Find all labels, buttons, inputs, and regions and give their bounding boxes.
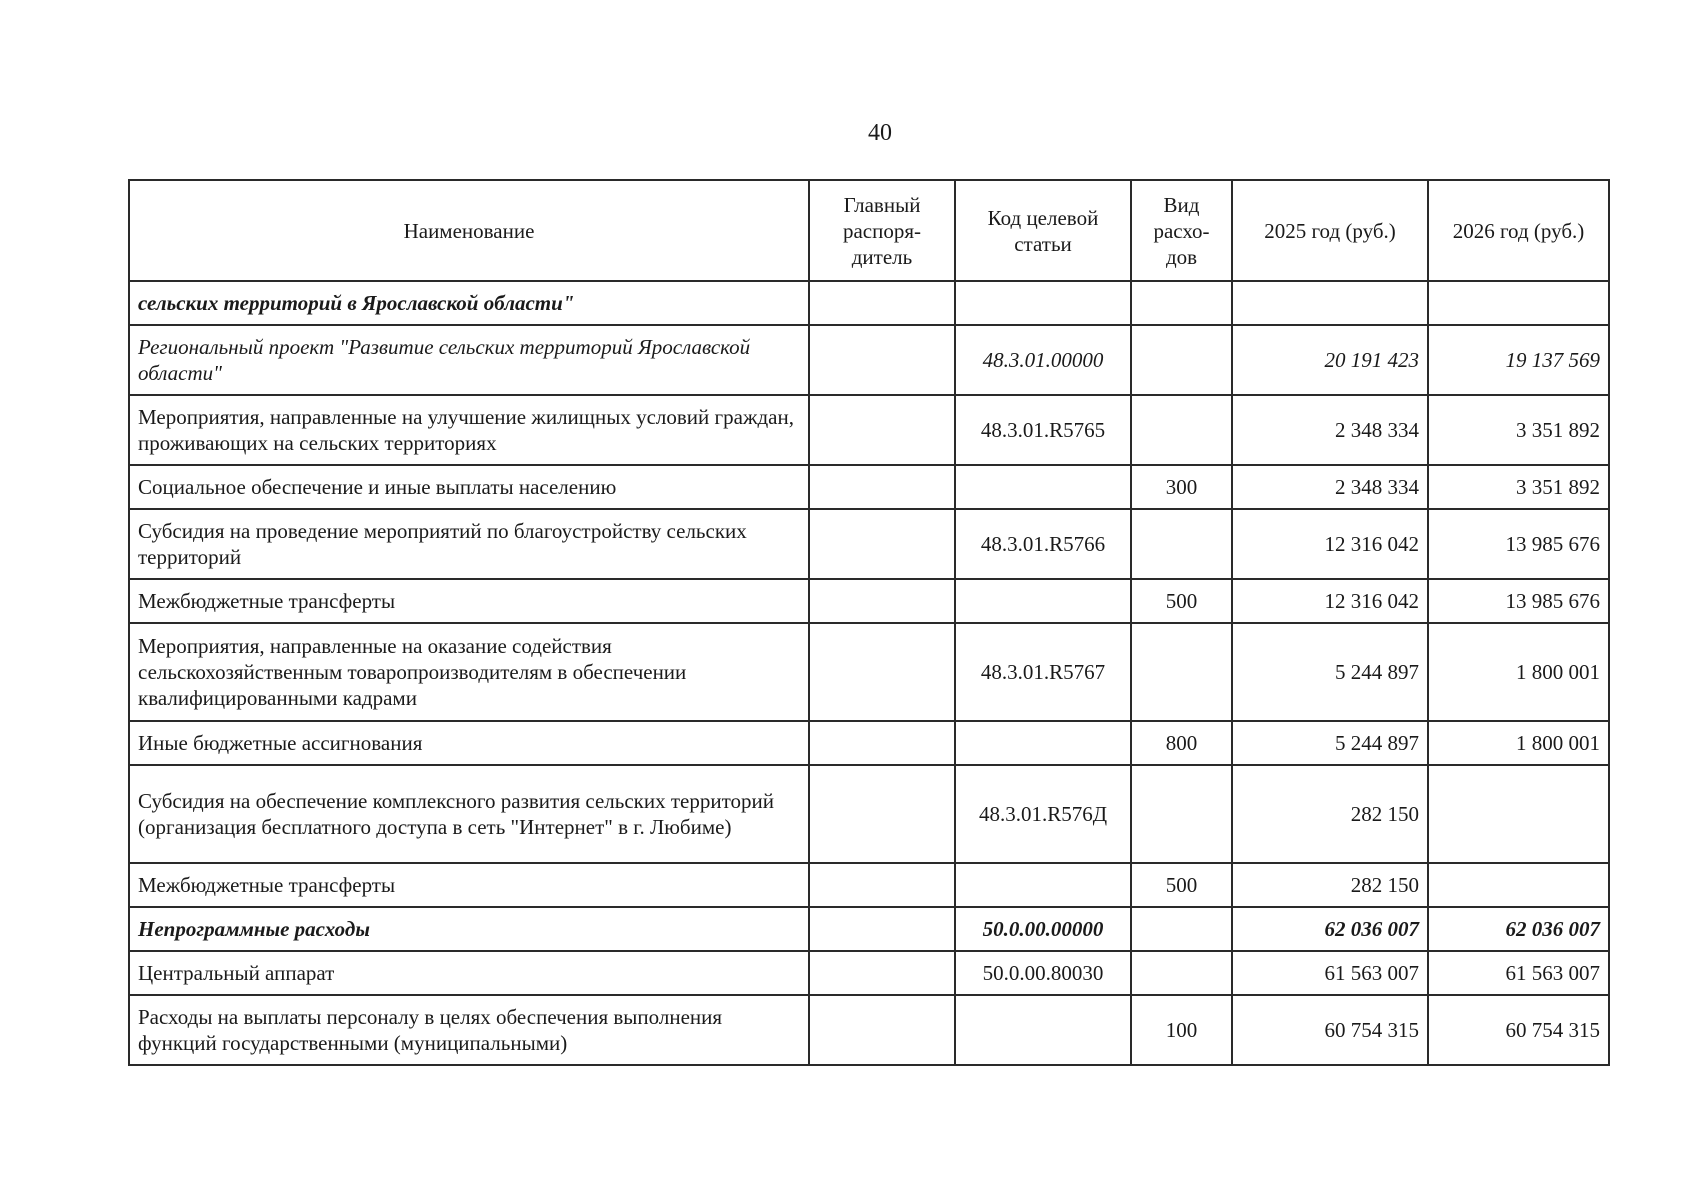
table-row: [129, 721, 1609, 765]
cell-kind: 100: [1131, 995, 1232, 1065]
header-year-2025: 2025 год (руб.): [1232, 180, 1428, 281]
table-row: [129, 395, 1609, 465]
header-target-code: Код целевой статьи: [955, 180, 1131, 281]
cell-name: Субсидия на проведение мероприятий по благоустройству сельских территорий: [129, 509, 809, 579]
cell-2026: 61 563 007: [1428, 951, 1609, 995]
cell-2025: 2 348 334: [1232, 465, 1428, 509]
cell-code: 48.3.01.00000: [955, 325, 1131, 395]
cell-name: Непрограммные расходы: [129, 907, 809, 951]
cell-chief: [809, 325, 955, 395]
header-chief-manager: Главный распоря-дитель: [809, 180, 955, 281]
table-row: [129, 907, 1609, 951]
cell-chief: [809, 465, 955, 509]
cell-2026: [1428, 863, 1609, 907]
cell-kind: 300: [1131, 465, 1232, 509]
cell-2025: 12 316 042: [1232, 509, 1428, 579]
cell-code: 48.3.01.R5766: [955, 509, 1131, 579]
cell-code: [955, 721, 1131, 765]
cell-2026: 19 137 569: [1428, 325, 1609, 395]
cell-kind: 800: [1131, 721, 1232, 765]
cell-2025: 60 754 315: [1232, 995, 1428, 1065]
cell-2026: 3 351 892: [1428, 395, 1609, 465]
cell-2025: 12 316 042: [1232, 579, 1428, 623]
cell-kind: [1131, 325, 1232, 395]
cell-name: Иные бюджетные ассигнования: [129, 721, 809, 765]
cell-code: 48.3.01.R5767: [955, 623, 1131, 721]
table-row: [129, 325, 1609, 395]
cell-chief: [809, 281, 955, 325]
table-row: [129, 995, 1609, 1065]
cell-chief: [809, 721, 955, 765]
budget-table: [128, 179, 1610, 1066]
cell-2025: 5 244 897: [1232, 623, 1428, 721]
page-number: 40: [868, 120, 892, 146]
cell-2025: 5 244 897: [1232, 721, 1428, 765]
table-row: [129, 765, 1609, 863]
cell-chief: [809, 509, 955, 579]
cell-2026: 1 800 001: [1428, 721, 1609, 765]
cell-2026: 13 985 676: [1428, 579, 1609, 623]
header-year-2026: 2026 год (руб.): [1428, 180, 1609, 281]
cell-2026: [1428, 281, 1609, 325]
cell-kind: [1131, 623, 1232, 721]
cell-2025: [1232, 281, 1428, 325]
cell-kind: [1131, 765, 1232, 863]
cell-chief: [809, 579, 955, 623]
cell-2026: 1 800 001: [1428, 623, 1609, 721]
cell-chief: [809, 951, 955, 995]
cell-code: 50.0.00.80030: [955, 951, 1131, 995]
cell-code: [955, 995, 1131, 1065]
cell-2026: 60 754 315: [1428, 995, 1609, 1065]
cell-kind: [1131, 951, 1232, 995]
table-row: [129, 951, 1609, 995]
cell-kind: [1131, 281, 1232, 325]
cell-code: 48.3.01.R576Д: [955, 765, 1131, 863]
cell-kind: [1131, 907, 1232, 951]
cell-kind: 500: [1131, 579, 1232, 623]
cell-2026: 3 351 892: [1428, 465, 1609, 509]
table-row: [129, 579, 1609, 623]
cell-name: Социальное обеспечение и иные выплаты населению: [129, 465, 809, 509]
cell-chief: [809, 907, 955, 951]
cell-name: Межбюджетные трансферты: [129, 579, 809, 623]
cell-kind: [1131, 395, 1232, 465]
cell-name: Центральный аппарат: [129, 951, 809, 995]
cell-name: сельских территорий в Ярославской области": [129, 281, 809, 325]
cell-chief: [809, 995, 955, 1065]
cell-chief: [809, 765, 955, 863]
header-name: Наименование: [129, 180, 809, 281]
table-row: [129, 465, 1609, 509]
cell-2025: 61 563 007: [1232, 951, 1428, 995]
cell-code: [955, 281, 1131, 325]
cell-chief: [809, 395, 955, 465]
cell-name: Мероприятия, направленные на улучшение жилищных условий граждан, проживающих на сельских территориях: [129, 395, 809, 465]
cell-name: Региональный проект "Развитие сельских территорий Ярославской области": [129, 325, 809, 395]
cell-chief: [809, 863, 955, 907]
table-row: [129, 863, 1609, 907]
table-row: [129, 281, 1609, 325]
header-expense-kind: Вид расхо-дов: [1131, 180, 1232, 281]
cell-chief: [809, 623, 955, 721]
cell-name: Расходы на выплаты персоналу в целях обеспечения выполнения функций государственными (муниципальными): [129, 995, 809, 1065]
cell-kind: [1131, 509, 1232, 579]
cell-2026: 62 036 007: [1428, 907, 1609, 951]
cell-2025: 20 191 423: [1232, 325, 1428, 395]
cell-code: [955, 579, 1131, 623]
cell-code: [955, 465, 1131, 509]
cell-2026: [1428, 765, 1609, 863]
cell-name: Субсидия на обеспечение комплексного развития сельских территорий (организация бесплатного доступа в сеть "Интернет" в г. Любиме): [129, 765, 809, 863]
cell-kind: 500: [1131, 863, 1232, 907]
cell-2025: 62 036 007: [1232, 907, 1428, 951]
cell-code: 48.3.01.R5765: [955, 395, 1131, 465]
cell-2025: 2 348 334: [1232, 395, 1428, 465]
table-row: [129, 509, 1609, 579]
cell-2026: 13 985 676: [1428, 509, 1609, 579]
cell-name: Межбюджетные трансферты: [129, 863, 809, 907]
table-header-row: [129, 180, 1609, 281]
cell-name: Мероприятия, направленные на оказание содействия сельскохозяйственным товаропроизводителям в обеспечении квалифицированными кадрами: [129, 623, 809, 721]
cell-code: [955, 863, 1131, 907]
cell-2025: 282 150: [1232, 863, 1428, 907]
cell-2025: 282 150: [1232, 765, 1428, 863]
cell-code: 50.0.00.00000: [955, 907, 1131, 951]
table-row: [129, 623, 1609, 721]
